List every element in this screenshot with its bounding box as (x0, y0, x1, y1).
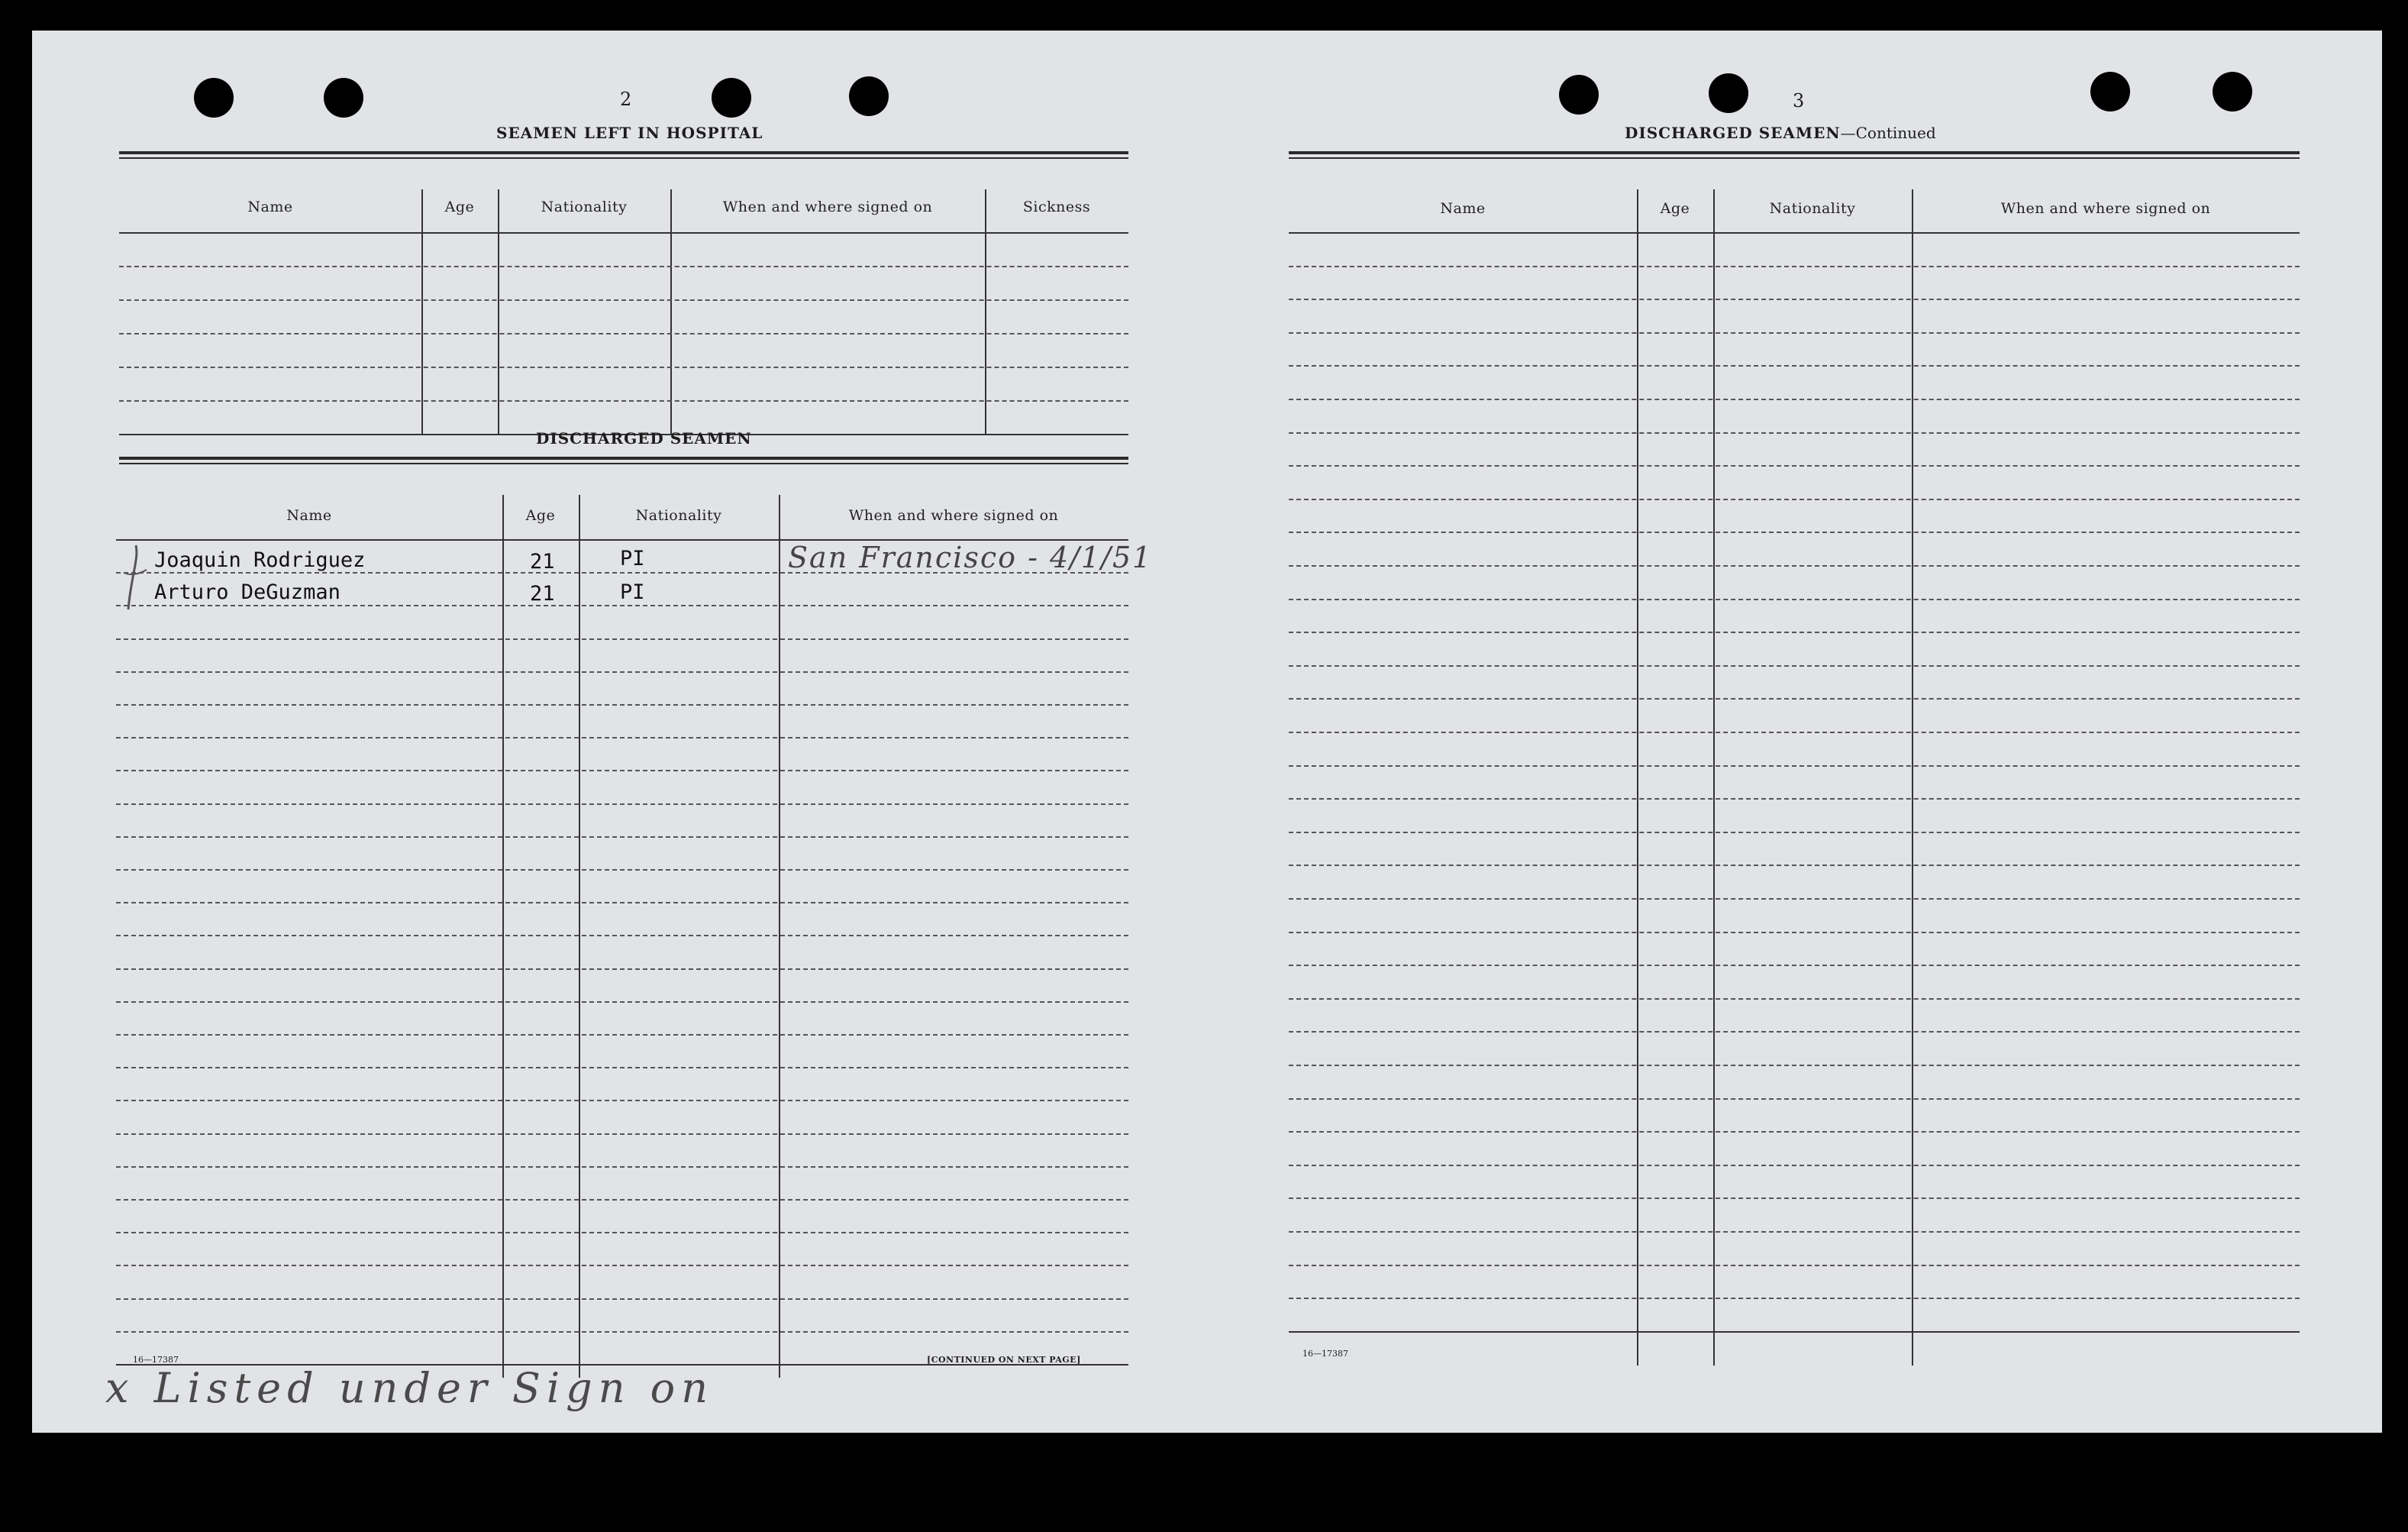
ruled-line (1289, 232, 2300, 234)
ruled-line (116, 803, 1128, 805)
ruled-line (116, 605, 1128, 606)
form-code-left: 16—17387 (133, 1355, 179, 1365)
discharged-continued-title-suffix: —Continued (1840, 124, 1936, 142)
col-header-age: Age (444, 199, 475, 215)
ruled-line (116, 869, 1128, 871)
ruled-line (116, 1298, 1128, 1300)
discharged-continued-title-main: DISCHARGED SEAMEN (1625, 124, 1841, 142)
ruled-line (1289, 399, 2300, 400)
ruled-line (1289, 332, 2300, 334)
page-number-left: 2 (620, 89, 632, 110)
ruled-line (116, 770, 1128, 771)
continued-note: [CONTINUED ON NEXT PAGE] (927, 1355, 1081, 1365)
ruled-line (1289, 1131, 2300, 1133)
ruled-line (116, 1133, 1128, 1135)
ruled-line (1289, 565, 2300, 567)
ruled-line (1289, 665, 2300, 667)
page-number-right: 3 (1793, 90, 1805, 112)
ruled-line (1289, 1065, 2300, 1066)
ruled-line (1289, 632, 2300, 633)
ruled-line (116, 638, 1128, 640)
punch-hole (2213, 72, 2252, 112)
ruled-line (116, 1232, 1128, 1233)
ruled-line (116, 1100, 1128, 1101)
ruled-line (1289, 732, 2300, 733)
ruled-line (1289, 1098, 2300, 1100)
ruled-line (1289, 698, 2300, 700)
ruled-line (116, 1331, 1128, 1333)
ruled-line (1289, 965, 2300, 966)
ruled-line (116, 737, 1128, 739)
ruled-line (1289, 998, 2300, 1000)
discharged-section-title: DISCHARGED SEAMEN (536, 429, 752, 448)
ruled-line (1289, 1031, 2300, 1033)
discharged-continued-table (1289, 159, 2300, 1366)
punch-hole (194, 78, 234, 118)
hospital-section-title: SEAMEN LEFT IN HOSPITAL (496, 124, 763, 142)
punch-hole (849, 76, 889, 116)
table-row-nationality: PI (620, 547, 645, 570)
col-header-name: Name (1440, 200, 1486, 217)
col-header-signed-on: When and where signed on (848, 507, 1059, 524)
ruled-line (116, 1199, 1128, 1201)
ruled-line (1289, 898, 2300, 900)
hospital-table (119, 159, 1128, 435)
punch-hole (1559, 75, 1599, 115)
ruled-line (1289, 932, 2300, 933)
punch-hole (2090, 72, 2130, 112)
col-header-nationality: Nationality (1769, 200, 1856, 217)
col-header-nationality: Nationality (541, 199, 628, 215)
ruled-line (1289, 365, 2300, 367)
punch-hole (324, 78, 363, 118)
table-row-name: Arturo DeGuzman (154, 580, 341, 604)
ruled-line (1289, 532, 2300, 533)
ruled-line (1289, 432, 2300, 434)
discharged-table (116, 464, 1153, 1381)
ruled-line (1289, 798, 2300, 800)
ruled-line (1289, 465, 2300, 467)
col-header-age: Age (525, 507, 556, 524)
ruled-line (1289, 1265, 2300, 1266)
ruled-line (1289, 266, 2300, 267)
ruled-line (116, 1034, 1128, 1036)
handwritten-note: x Listed under Sign on (105, 1364, 714, 1412)
ruled-line (116, 1001, 1128, 1003)
punch-hole (712, 78, 751, 118)
discharged-continued-title (1625, 124, 1936, 142)
col-header-name: Name (247, 199, 293, 215)
ruled-line (116, 968, 1128, 970)
ruled-line (1289, 1331, 2300, 1333)
col-header-nationality: Nationality (635, 507, 722, 524)
ruled-line (1289, 765, 2300, 767)
ruled-line (1289, 499, 2300, 500)
ruled-line (1289, 1298, 2300, 1299)
table-row-name: Joaquin Rodriguez (154, 548, 366, 572)
ruled-line (116, 836, 1128, 838)
manifest-sheet (32, 31, 2382, 1433)
col-header-name: Name (286, 507, 332, 524)
handwritten-signed-on: San Francisco - 4/1/51 (788, 541, 1153, 574)
ruled-line (116, 1265, 1128, 1266)
col-header-signed-on: When and where signed on (2000, 200, 2211, 217)
ruled-line (1289, 1197, 2300, 1199)
col-header-sickness: Sickness (1022, 199, 1091, 215)
col-header-age: Age (1660, 200, 1690, 217)
table-row-age: 21 (530, 550, 555, 574)
ruled-line (116, 935, 1128, 936)
col-header-signed-on: When and where signed on (722, 199, 933, 215)
ruled-line (1289, 1231, 2300, 1233)
ruled-line (116, 902, 1128, 903)
ruled-line (116, 671, 1128, 673)
ruled-line (116, 1166, 1128, 1168)
form-code-right: 16—17387 (1302, 1349, 1348, 1359)
ruled-line (1289, 832, 2300, 833)
check-mark (121, 544, 151, 612)
ruled-line (1289, 599, 2300, 600)
ruled-line (1289, 299, 2300, 300)
ruled-line (116, 704, 1128, 706)
ruled-line (116, 1067, 1128, 1068)
ruled-line (1289, 865, 2300, 866)
table-row-nationality: PI (620, 580, 645, 604)
punch-hole (1709, 73, 1748, 113)
table-row-age: 21 (530, 582, 555, 606)
ruled-line (1289, 1165, 2300, 1166)
